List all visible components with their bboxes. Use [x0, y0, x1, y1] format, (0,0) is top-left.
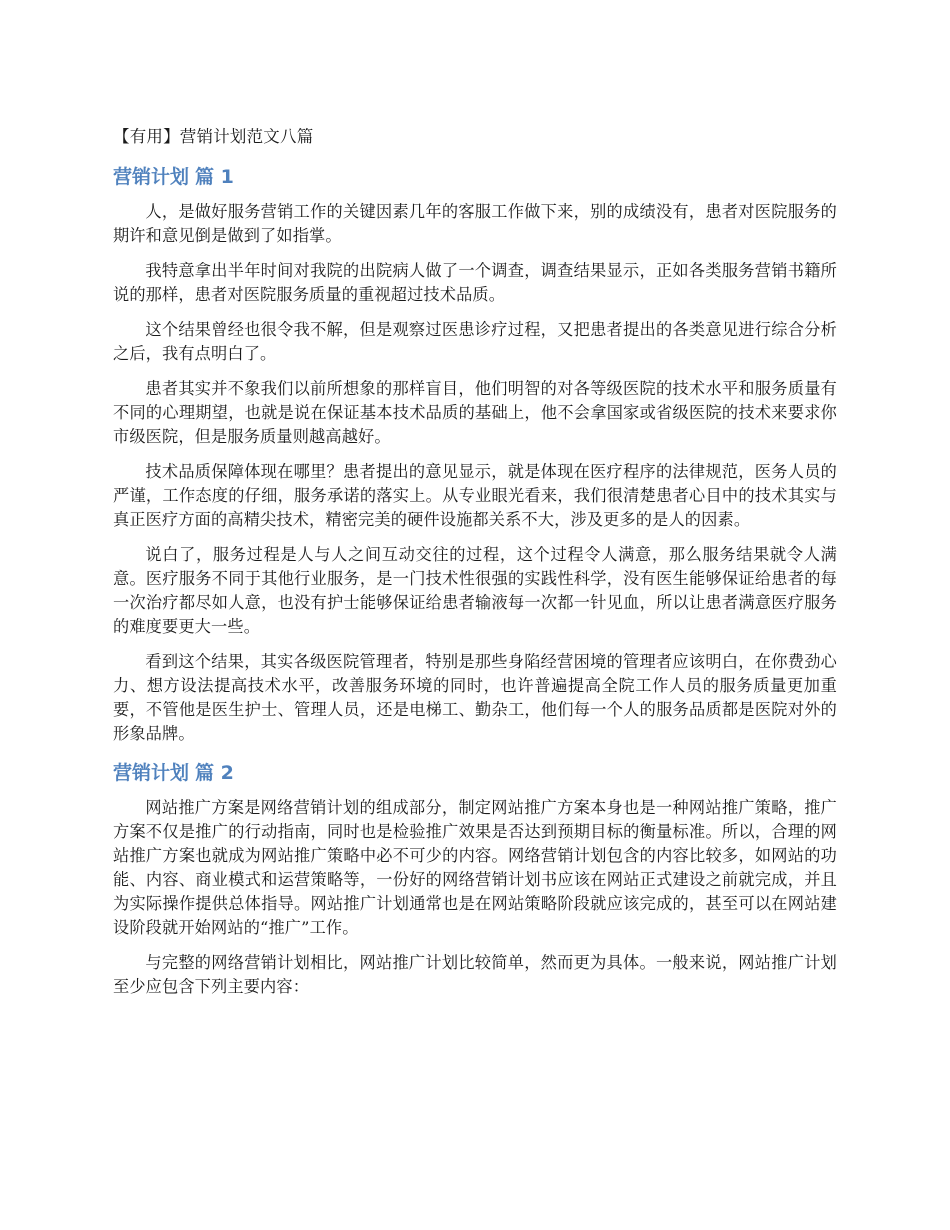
section-heading-number: 篇 2	[195, 762, 234, 784]
paragraph: 患者其实并不象我们以前所想象的那样盲目，他们明智的对各等级医院的技术水平和服务质量有不同的心理期望，也就是说在保证基本技术品质的基础上，他不会拿国家或省级医院的技术来要求你市级医院，但是服务质量则越高越好。	[113, 379, 837, 446]
paragraph: 技术品质保障体现在哪里？患者提出的意见显示，就是体现在医疗程序的法律规范，医务人员的严谨，工作态度的仔细，服务承诺的落实上。从专业眼光看来，我们很清楚患者心目中的技术其实与真正医疗方面的高精尖技术，精密完美的硬件设施都关系不大，涉及更多的是人的因素。	[113, 462, 837, 529]
paragraph: 与完整的网络营销计划相比，网站推广计划比较简单，然而更为具体。一般来说，网站推广计划至少应包含下列主要内容：	[113, 953, 837, 996]
section-heading-text: 营销计划	[113, 166, 190, 188]
paragraph: 看到这个结果，其实各级医院管理者，特别是那些身陷经营困境的管理者应该明白，在你费劲心力、想方设法提高技术水平，改善服务环境的同时，也许普遍提高全院工作人员的服务质量更加重要，不管他是医生护士、管理人员，还是电梯工、勤杂工，他们每一个人的服务品质都是医院对外的形象品牌。	[113, 652, 837, 743]
paragraph: 说白了，服务过程是人与人之间互动交往的过程，这个过程令人满意，那么服务结果就令人满意。医疗服务不同于其他行业服务，是一门技术性很强的实践性科学，没有医生能够保证给患者的每一次治疗都尽如人意，也没有护士能够保证给患者输液每一次都一针见血，所以让患者满意医疗服务的难度要更大一些。	[113, 545, 837, 636]
document-title: 【有用】营销计划范文八篇	[113, 127, 314, 146]
section-heading	[113, 760, 837, 786]
paragraph: 人，是做好服务营销工作的关键因素几年的客服工作做下来，别的成绩没有，患者对医院服务的期许和意见倒是做到了如指掌。	[113, 202, 837, 245]
section-1	[113, 164, 837, 746]
paragraph: 这个结果曾经也很令我不解，但是观察过医患诊疗过程，又把患者提出的各类意见进行综合分析之后，我有点明白了。	[113, 320, 837, 363]
section-heading-number: 篇 1	[195, 166, 234, 188]
section-heading-text: 营销计划	[113, 762, 190, 784]
paragraph: 网站推广方案是网络营销计划的组成部分，制定网站推广方案本身也是一种网站推广策略，推广方案不仅是推广的行动指南，同时也是检验推广效果是否达到预期目标的衡量标准。所以，合理的网站推广方案也就成为网站推广策略中必不可少的内容。网络营销计划包含的内容比较多，如网站的功能、内容、商业模式和运营策略等，一份好的网络营销计划书应该在网站正式建设之前就完成，并且为实际操作提供总体指导。网站推广计划通常也是在网站策略阶段就应该完成的，甚至可以在网站建设阶段就开始网站的“推广”工作。	[113, 798, 837, 937]
section-heading	[113, 164, 837, 190]
section-2	[113, 760, 837, 999]
paragraph: 我特意拿出半年时间对我院的出院病人做了一个调查，调查结果显示，正如各类服务营销书籍所说的那样，患者对医院服务质量的重视超过技术品质。	[113, 261, 837, 304]
